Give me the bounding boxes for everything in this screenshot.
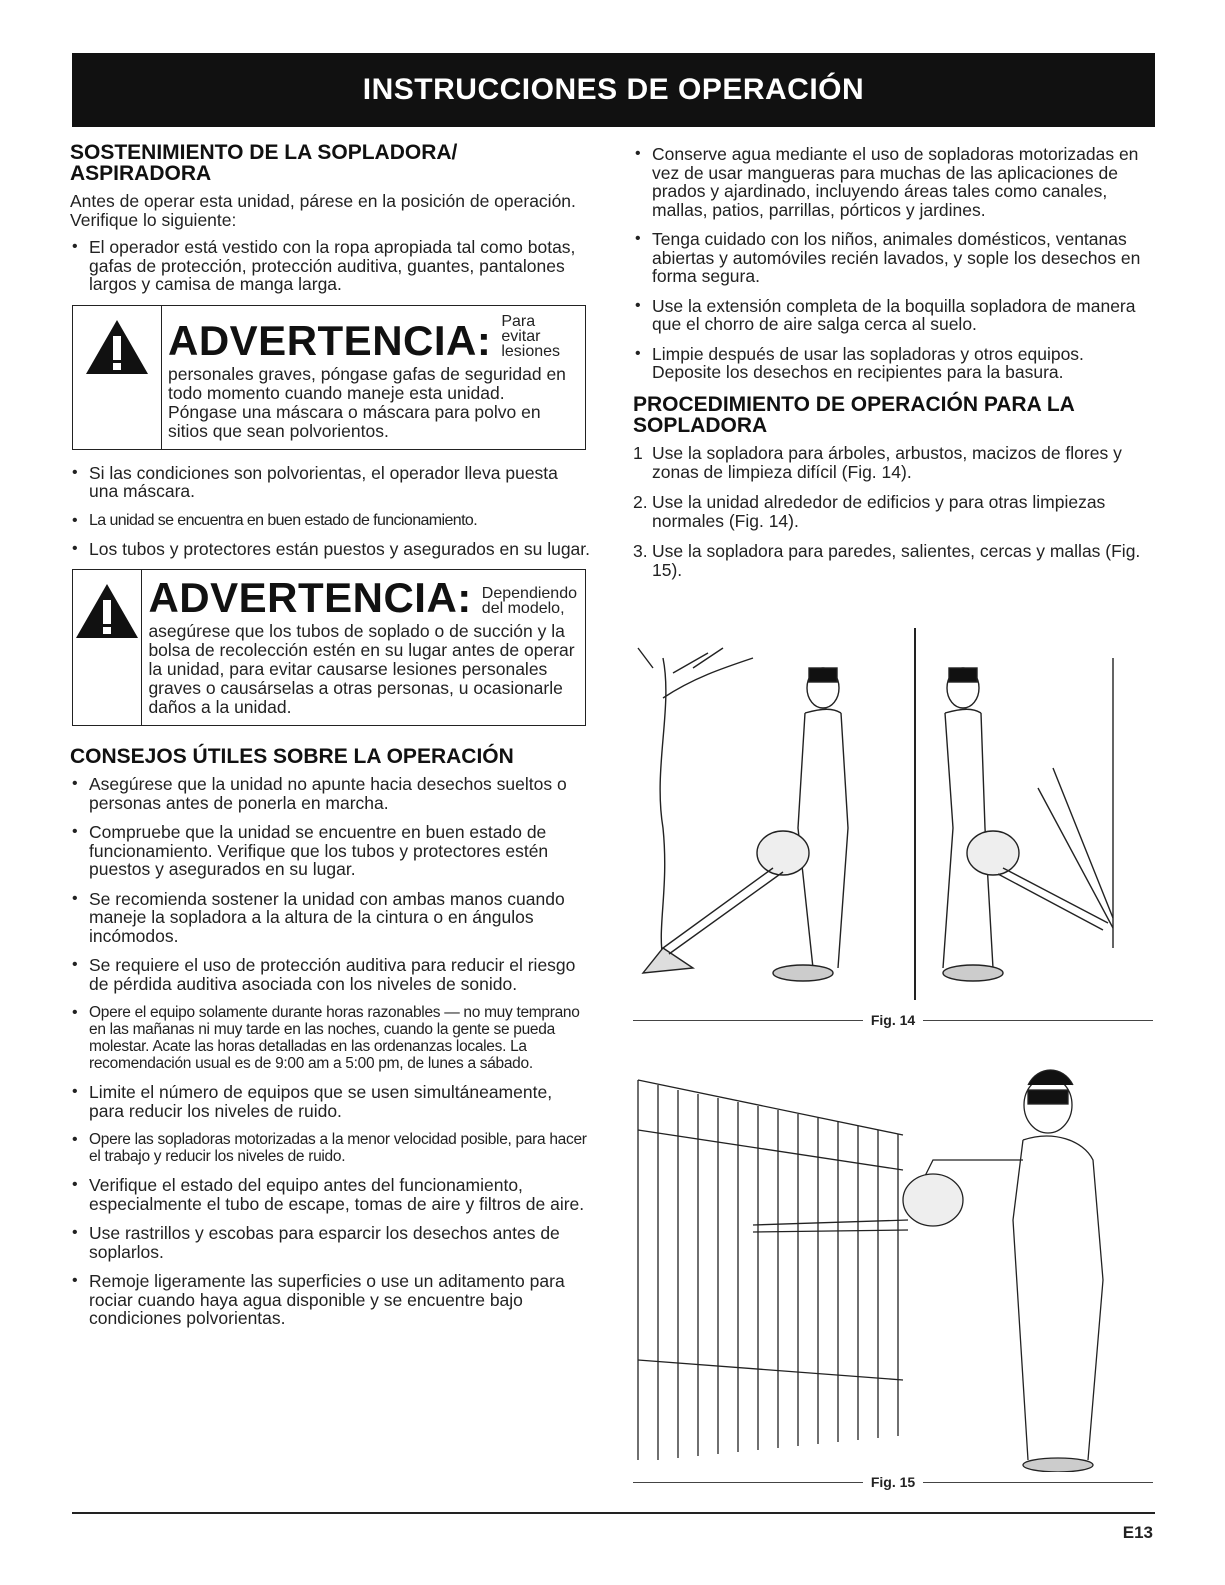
list-item xyxy=(633,493,1153,531)
list-item: • Opere el equipo solamente durante horas razonables — no muy temprano en las mañanas ni muy tarde en las noches, cuando la gente se pueda molestar. Acate las horas detalladas en las ordenanzas locales. La recomendación usual es de 9:00 am a 5:00 pm, de lunes a sábado. xyxy=(70,1004,590,1072)
warning-lead-line: Para evitar xyxy=(501,312,541,345)
caption-rule xyxy=(923,1020,1153,1021)
heading-line: SOPLADORA xyxy=(633,413,768,437)
list-item: • La unidad se encuentra en buen estado de funcionamiento. xyxy=(70,512,590,529)
step-text: Use la sopladora para árboles, arbustos, macizos de flores y zonas de limpieza difícil (Fig. 14). xyxy=(652,442,1122,482)
list-item: • El operador está vestido con la ropa apropiada tal como botas, gafas de protección, protección auditiva, guantes, pantalones largos y camisa de manga larga. xyxy=(70,238,590,294)
warning-text: asegúrese que los tubos de soplado o de succión y la bolsa de recolección estén en su lugar antes de operar la unidad, para evitar causarse lesiones personales graves o causárselas a otras personas, u ocasionarle daños a la unidad. xyxy=(148,621,575,717)
warning-title: ADVERTENCIA: xyxy=(148,574,472,621)
section-heading-sostenimiento xyxy=(70,142,590,184)
bullet-list xyxy=(70,775,590,1328)
warning-triangle-icon xyxy=(84,318,150,376)
left-column xyxy=(70,142,590,1339)
warning-lead-line: del modelo, xyxy=(481,600,565,617)
list-item: • Use rastrillos y escobas para esparcir los desechos antes de soplarlos. xyxy=(70,1224,590,1261)
step-text: Use la unidad alrededor de edificios y para otras limpiezas normales (Fig. 14). xyxy=(652,491,1106,531)
footer-rule xyxy=(72,1512,1155,1514)
warning-lead xyxy=(501,314,577,359)
page-banner: INSTRUCCIONES DE OPERACIÓN xyxy=(72,53,1155,127)
intro-text: Antes de operar esta unidad, párese en la posición de operación. Verifique lo siguiente: xyxy=(70,191,576,230)
bullet-list xyxy=(70,464,590,559)
figure-label: Fig. 15 xyxy=(870,1474,916,1490)
caption-rule xyxy=(923,1482,1153,1483)
warning-icon-cell xyxy=(73,306,162,449)
warning-box xyxy=(72,569,586,726)
figure-15-illustration xyxy=(633,1060,1153,1472)
warning-box xyxy=(72,305,586,450)
step-text: Use la sopladora para paredes, salientes, cercas y mallas (Fig. 15). xyxy=(652,540,1141,580)
page-number: E13 xyxy=(1122,1523,1153,1542)
step-number: 2. xyxy=(633,491,648,512)
numbered-list xyxy=(633,444,1153,580)
bullet-list xyxy=(633,145,1153,382)
warning-lead-line: lesiones xyxy=(501,342,561,360)
warning-icon-cell xyxy=(73,570,142,725)
section-heading-consejos: CONSEJOS ÚTILES SOBRE LA OPERACIÓN xyxy=(70,745,514,768)
list-item: • Verifique el estado del equipo antes del funcionamiento, especialmente el tubo de escape, tomas de aire y filtros de aire. xyxy=(70,1176,590,1213)
section-heading-procedimiento xyxy=(633,394,1153,436)
figure-14-caption xyxy=(633,1010,1153,1030)
list-item xyxy=(633,444,1153,482)
list-item xyxy=(633,542,1153,580)
list-item: • Los tubos y protectores están puestos y asegurados en su lugar. xyxy=(70,540,590,559)
list-item: • Se recomienda sostener la unidad con ambas manos cuando maneje la sopladora a la altura de la cintura o en ángulos incómodos. xyxy=(70,890,590,946)
heading-line: SOSTENIMIENTO DE LA SOPLADORA/ xyxy=(70,141,458,164)
heading-line: PROCEDIMIENTO DE OPERACIÓN PARA LA xyxy=(633,392,1075,416)
list-item: • Asegúrese que la unidad no apunte hacia desechos sueltos o personas antes de ponerla en marcha. xyxy=(70,775,590,812)
list-item: • Conserve agua mediante el uso de sopladoras motorizadas en vez de usar mangueras para muchas de las aplicaciones de prados y ajardinado, incluyendo áreas tales como canales, mallas, patios, parrillas, pórticos y jardines. xyxy=(633,145,1153,219)
list-item: • Limpie después de usar las sopladoras y otros equipos. Deposite los desechos en recipientes para la basura. xyxy=(633,345,1153,382)
caption-rule xyxy=(633,1482,863,1483)
heading-line: ASPIRADORA xyxy=(70,162,212,185)
list-item: • Si las condiciones son polvorientas, el operador lleva puesta una máscara. xyxy=(70,464,590,501)
bullet-list xyxy=(70,238,590,294)
list-item: • Opere las sopladoras motorizadas a la menor velocidad posible, para hacer el trabajo y reducir los niveles de ruido. xyxy=(70,1131,590,1165)
warning-title: ADVERTENCIA: xyxy=(168,316,492,364)
figure-14-illustration xyxy=(633,628,1153,1000)
list-item: • Compruebe que la unidad se encuentre en buen estado de funcionamiento. Verifique que los tubos y protectores estén puestos y asegurados en su lugar. xyxy=(70,823,590,879)
warning-lead xyxy=(482,586,577,616)
step-number: 3. xyxy=(633,540,648,561)
figure-15-caption xyxy=(633,1472,1153,1492)
list-item: • Remoje ligeramente las superficies o use un aditamento para rociar cuando haya agua disponible y se encuentre bajo condiciones polvorientas. xyxy=(70,1272,590,1328)
list-item: • Limite el número de equipos que se usen simultáneamente, para reducir los niveles de ruido. xyxy=(70,1083,590,1120)
list-item: • Tenga cuidado con los niños, animales domésticos, ventanas abiertas y automóviles recién lavados, y sople los desechos en forma segura. xyxy=(633,230,1153,286)
list-item: • Se requiere el uso de protección auditiva para reducir el riesgo de pérdida auditiva asociada con los niveles de sonido. xyxy=(70,956,590,993)
warning-triangle-icon xyxy=(74,582,140,640)
warning-text: personales graves, póngase gafas de seguridad en todo momento cuando maneje esta unidad. Póngase una máscara o máscara para polvo en sitios que sean polvorientos. xyxy=(168,363,566,441)
step-number: 1 xyxy=(633,442,643,463)
figure-label: Fig. 14 xyxy=(870,1012,916,1028)
caption-rule xyxy=(633,1020,863,1021)
right-column xyxy=(633,145,1153,591)
list-item: • Use la extensión completa de la boquilla sopladora de manera que el chorro de aire salga cerca al suelo. xyxy=(633,297,1153,334)
warning-lead-line: Dependiendo xyxy=(481,585,577,602)
